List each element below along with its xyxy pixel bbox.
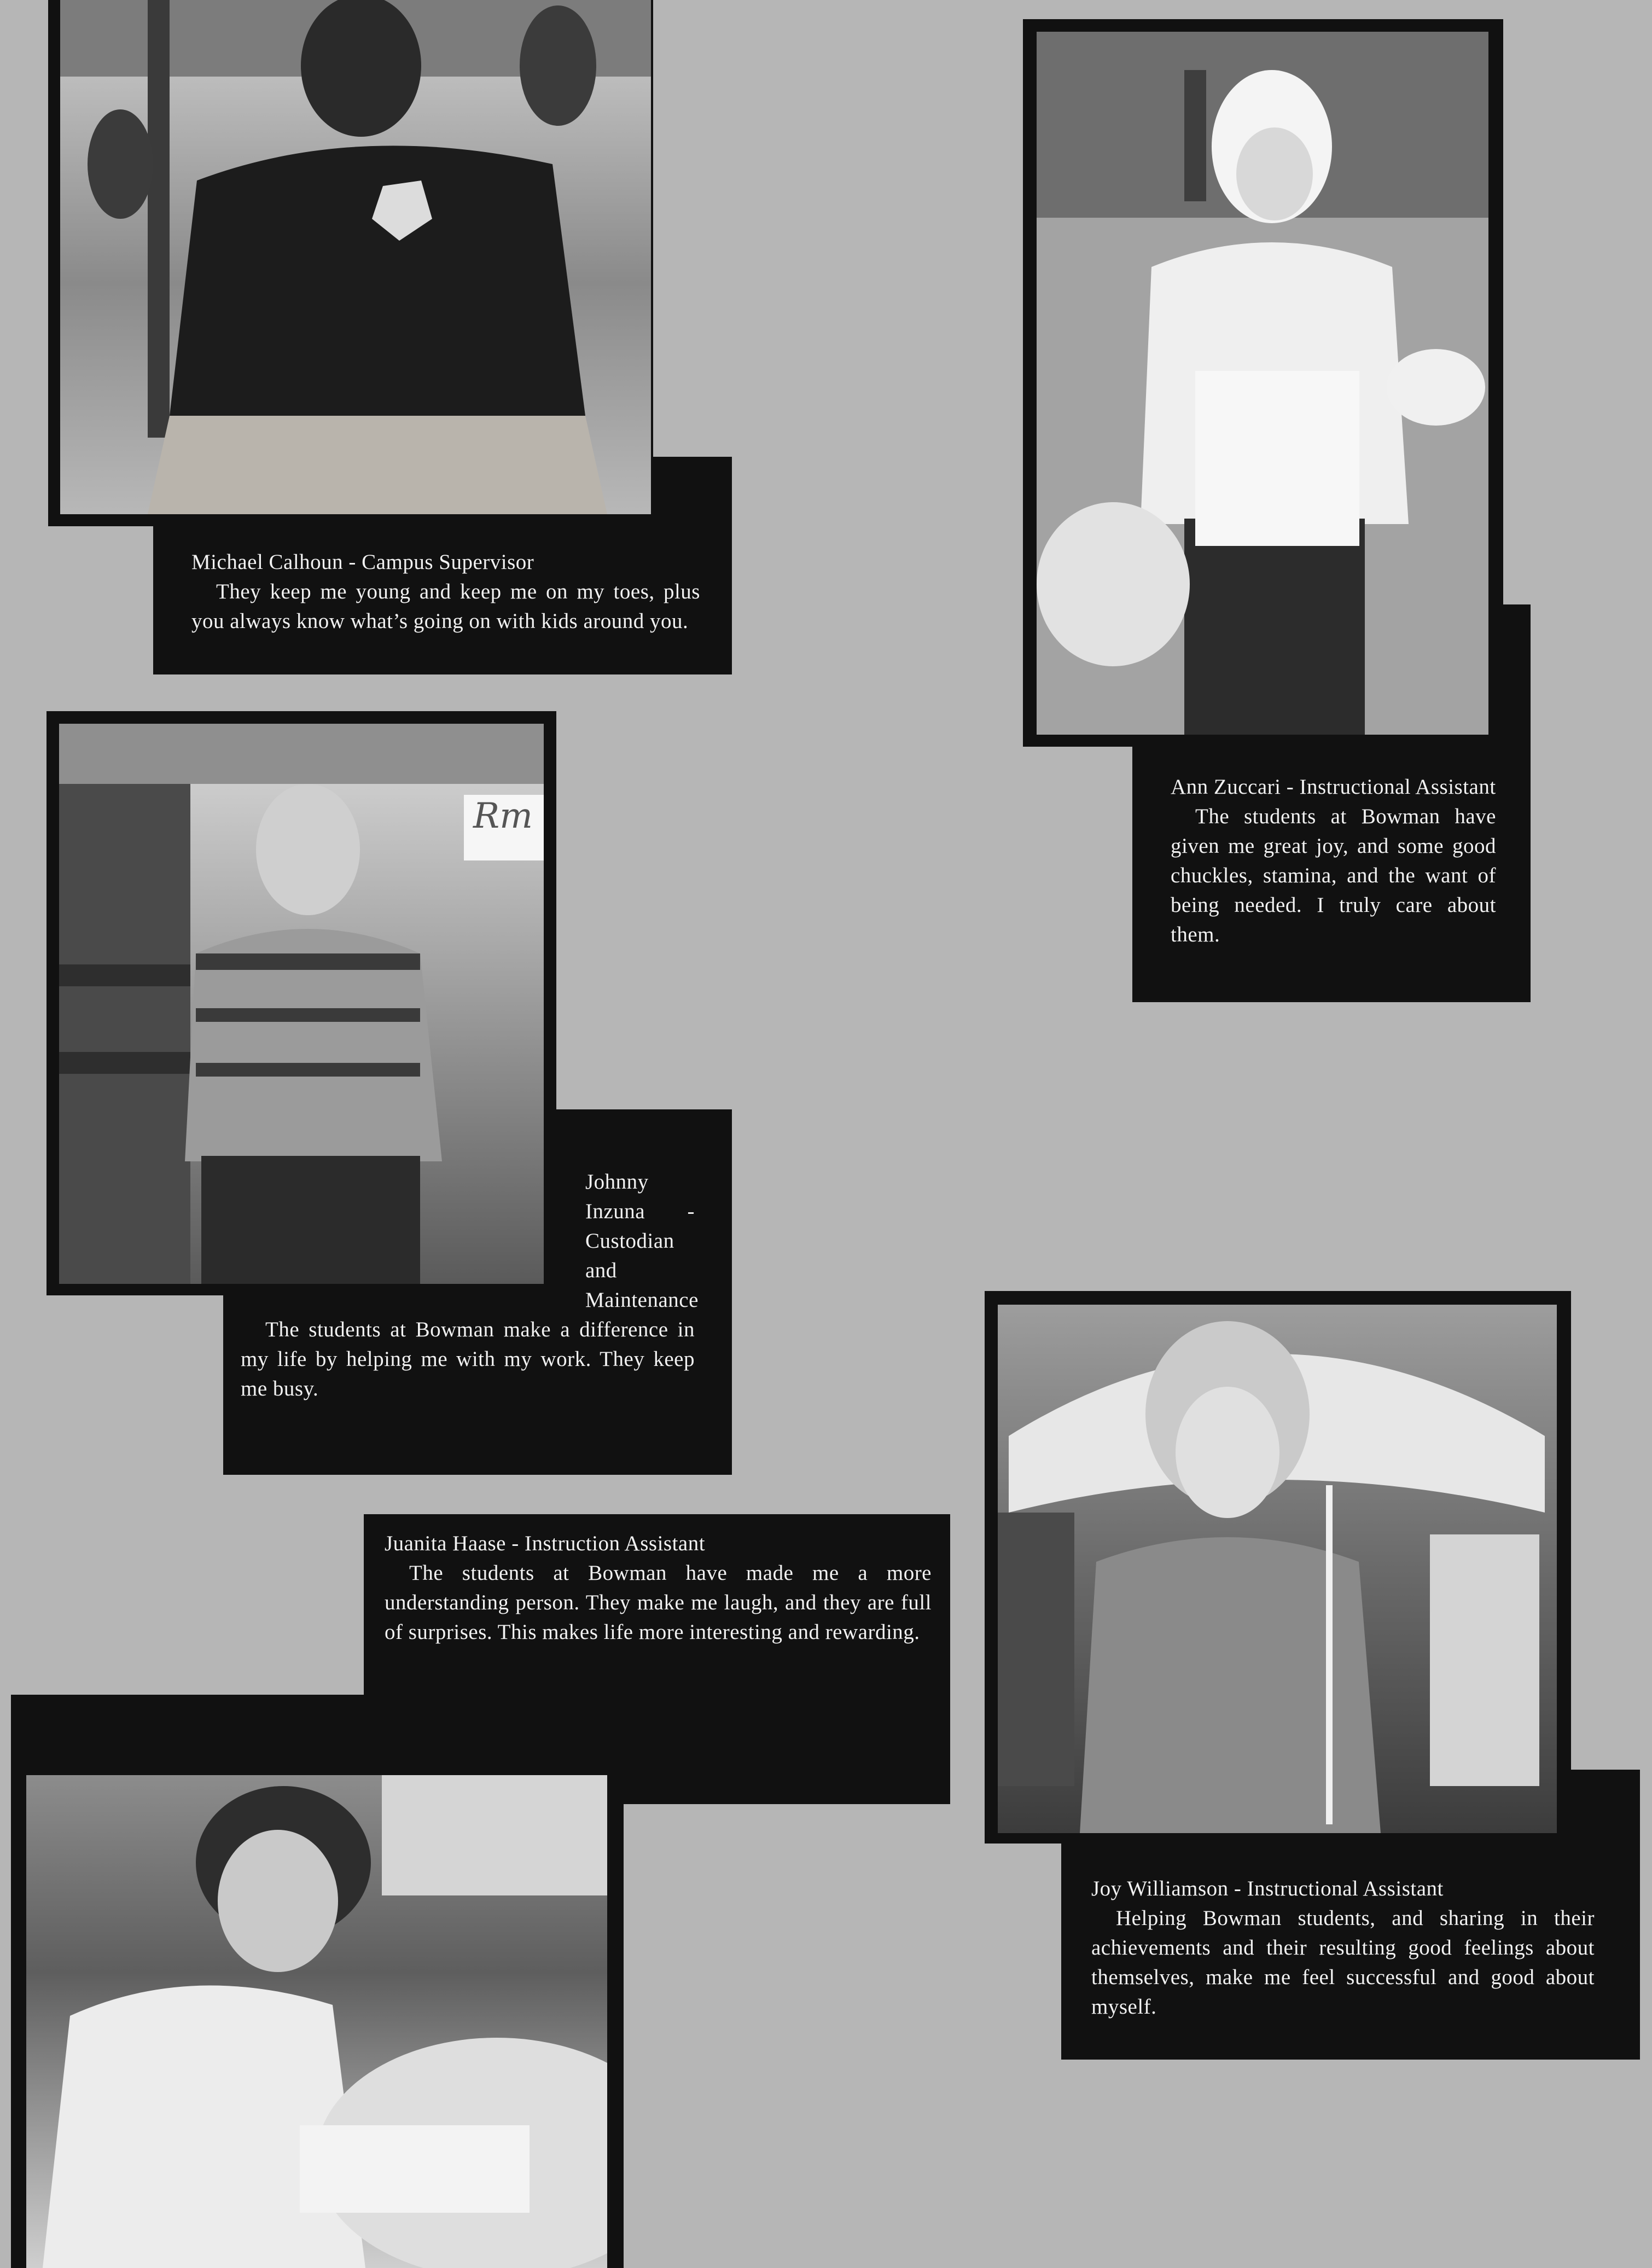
inzuna-caption-right <box>585 1167 699 1315</box>
calhoun-name-title: Michael Calhoun - Campus Supervisor <box>191 550 534 574</box>
room-sign: Rm <box>473 796 533 836</box>
haase-quote: The students at Bowman have made me a more understanding person. They make me laugh, and they are full of surprises. This makes life more interesting and rewarding. <box>385 1561 932 1644</box>
inzuna-name-title: Johnny Inzuna - Custodian and Maintenance <box>585 1170 699 1312</box>
inzuna-quote: The students at Bowman make a difference in my life by helping me with my work. They keep me busy. <box>241 1318 695 1400</box>
williamson-name-title: Joy Williamson - Instructional Assistant <box>1091 1877 1444 1900</box>
williamson-caption <box>1091 1874 1595 2022</box>
calhoun-photo <box>60 0 651 514</box>
haase-photo <box>26 1775 607 2268</box>
zuccari-quote: The students at Bowman have given me great joy, and some good chuckles, stamina, and the want of being needed. I truly care about them. <box>1171 805 1496 946</box>
williamson-quote: Helping Bowman students, and sharing in their achievements and their resulting good feelings about themselves, make me feel successful and good about myself. <box>1091 1906 1595 2019</box>
zuccari-caption <box>1171 772 1496 950</box>
haase-name-title: Juanita Haase - Instruction Assistant <box>385 1532 706 1555</box>
zuccari-name-title: Ann Zuccari - Instructional Assistant <box>1171 775 1496 799</box>
inzuna-caption <box>241 1315 695 1404</box>
zuccari-photo <box>1037 32 1488 735</box>
inzuna-photo <box>59 724 544 1284</box>
haase-caption <box>385 1529 932 1647</box>
calhoun-quote: They keep me young and keep me on my toes, plus you always know what’s going on with kids around you. <box>191 580 700 633</box>
calhoun-caption <box>191 548 700 636</box>
williamson-photo <box>998 1305 1557 1833</box>
